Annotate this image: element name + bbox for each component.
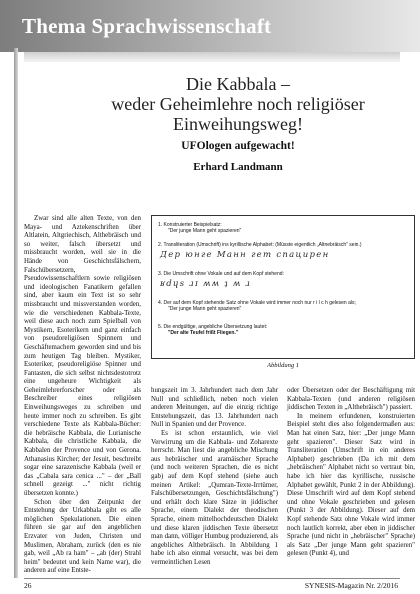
section-title: Thema Sprachwissenschaft [22, 14, 272, 38]
header-band [0, 0, 420, 52]
left-margin-bar [14, 48, 18, 578]
article-title [60, 74, 416, 134]
article-title-line: Einweihungsweg! [173, 114, 303, 134]
figure-step-1: 1. Konstruierter Beispielsatz: "Der junge Mann geht spazieren" [158, 222, 242, 234]
article-title-line: Die Kabbala – [186, 74, 290, 94]
page-number: 26 [24, 581, 32, 590]
magazine-issue: SYNESIS-Magazin Nr. 2/2016 [304, 581, 398, 590]
text-column-1 [24, 215, 141, 575]
header-shadow-bar [24, 52, 400, 62]
figure-step-5: 5. Die endgültige, angebliche Übersetzung lautet: "Der alte Teufel frißt Fliegen." [158, 324, 268, 336]
figure-caption: Abbildung 1 [267, 362, 299, 369]
figure-inverted-line: ʁdɥs ɹɪ ʍʍ ʇ ʍ ɹ [160, 279, 252, 289]
paragraph: Es ist schon erstaunlich, wie viel Verwirrung um die Kabbala- und Zoharexte herrscht. Man liest die angebliche Mischung aus hebräischer und aramäischer Sprache (und noch weiteren Sprachen, die es nicht gab) auf dem Kopf stehend (siehe auch meinen Artikel: „Qumran-Texte-Irrtümer, Falschübersetzungen, Geschichtsfälschung") und erhält doch klare Sätze in jiddischer Sprache, einem Dialekt der theodischen Sprache, einem mittelhochdeutschen Dialekt und diese klaren jiddischen Texte übersetzt man dann, völliger Humbug produzierend, als angebliches Althebräisch. In Abbildung 1 habe ich also einmal versucht, was bei dem vermeintlichen Lesen [151, 429, 278, 566]
paragraph: Schon über den Zeitpunkt der Entstehung der Urkabbala gibt es alle möglichen Spekulationen. Die einen führen sie gar auf den angeblichen Erzvater von Juden, Christen und Muslimen, Abraham, zurück (den es nie gab, weil „Ab ra ham" – „ab (der) Strahl heim" bedeutet und kein Name war), die anderen auf eine Entste- [24, 498, 141, 575]
paragraph: In meinem erfundenen, konstruierten Beispiel steht dies also folgendermaßen aus: Man hat einen Satz, hier: „Der junge Mann geht spazieren". Dieser Satz wird in Transliteration (Umschrift in ein anderes Alphabet) geschrieben (Da ich mit dem „hebräischen" Alphabet nicht so vertraut bin, habe ich hier das kyrillische, russische Alphabet gewählt, Punkt 2 in der Abbildung). Diese Umschrift wird auf dem Kopf stehend und ohne Vokale geschrieben und gelesen (Punkt 3 der Abbildung). Dieser auf dem Kopf stehende Satz ohne Vokale wird immer noch lautlich korrekt, aber eben in jiddischer Sprache (und nicht in „hebräischer" Sprache) als Satz „Der junge Mann geht spazieren" gelesen (Punkt 4), und [287, 412, 415, 558]
article-author: Erhard Landmann [193, 161, 283, 173]
article-title-line: weder Geheimlehre noch religiöser [111, 94, 365, 114]
figure-step-2: 2. Transliteration (Umschrift) ins kyrillische Alphabet: (Müsste eigentlich „Altnebräisch" sein.) [158, 242, 362, 248]
text-column-3 [287, 387, 415, 565]
paragraph: hungszeit im 3. Jahrhundert nach dem Jahr Null und schließlich, neben noch vielen anderen Meinungen, auf die einzig richtige Entstehungszeit, das 13. Jahrhundert nach Null in Spanien und der Provence. [151, 387, 278, 429]
footer-rule [24, 578, 400, 579]
article-subtitle: UFOlogen aufgewacht! [181, 140, 295, 152]
figure-step-3: 3. Die Umschrift ohne Vokale und auf dem Kopf stehend: [158, 271, 284, 277]
figure-box [151, 215, 415, 359]
text-column-2 [151, 387, 278, 565]
paragraph: oder Übersetzen oder der Beschäftigung mit Kabbala-Texten (und anderen religiösen jiddischen Texten in „Althebräisch") passiert. [287, 387, 415, 412]
figure-step-4: 4. Der auf dem Kopf stehende Satz ohne Vokale wird immer noch nur r i l c h gelesen als; "Der junge Mann geht spazieren" [158, 300, 356, 312]
article-title-block [60, 74, 416, 173]
figure-cyrillic-line: Дер юнге Манн гет спацирен [160, 250, 330, 260]
paragraph: Zwar sind alle alten Texte, von den Maya- und Aztekenschriften über Altlatein, Altgriechisch, Althebräisch und so weiter, falsch übersetzt und missbraucht worden, weil sie in die Hände von Geschichtsfälschern, Falschübersetzern, Pseudowissenschaftlern sowie religiösen und ideologischen Fanatikern gefallen sind, aber kaum ein Text ist so sehr missbraucht und missverstanden worden, wie die verschiedenen Kabbala-Texte, weil diese auch noch zum Spielball von Mystikern, Esoterikern und ganz einfach von pseudoreligiösen Spinnern und Geschäftemachern geworden sind und bis zum heutigen Tag bleiben. Mystiker, Esoteriker, pseudoreligiöse Spinner und Fantasten, die sich selbst nichtsdestotrotz eine ungeheure Wichtigkeit als Geheimlehrerforscher oder als Beschreiber eines religiösen Einweihungsweges zu schreiben und heute immer noch zu schreiben. Es gibt verschiedene Texte als Kabbala-Bücher: die hebräische Kabbala, die Lurianische Kabbala, die christliche Kabbala, die Kabbalen der Provence und von Gerona. Athanasius Kircher; der Jesuit, beschreibt sogar eine sarazenische Kabbala (weil er das „Cabala sara cenica ..." – der „Ball schnell gezeigt ..." nicht richtig übersetzen konnte.) [24, 215, 141, 497]
